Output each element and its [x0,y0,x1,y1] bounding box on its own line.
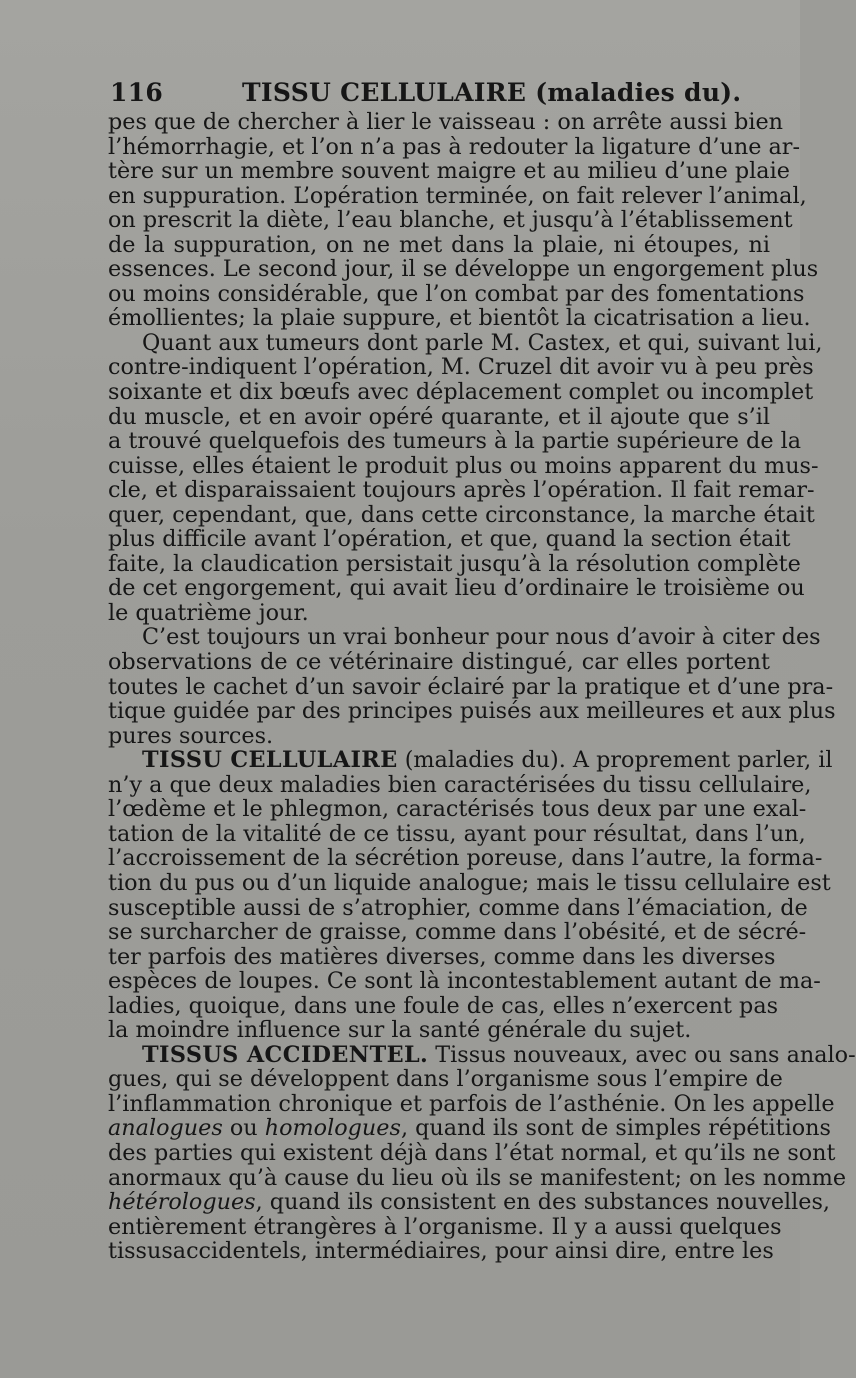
line-text: Quant aux tumeurs dont parle M. Castex, et qui, suivant lui, [142,329,823,356]
text-line [108,1139,836,1166]
line-text: des parties qui existent déjà dans l’état normal, et qu’ils ne sont [108,1139,836,1166]
line-text: tion du pus ou d’un liquide analogue; mais le tissu cellulaire est [108,869,831,896]
line-text: anormaux qu’à cause du lieu où ils se manifestent; on les nomme [108,1164,847,1191]
running-title: TISSU CELLULAIRE (maladies du). [242,78,742,107]
italic-term: analogues [108,1115,223,1142]
line-text: tique guidée par des principes puisés aux meilleures et aux plus [108,698,836,725]
text-line [108,526,791,553]
line-text: contre-indiquent l’opération, M. Cruzel dit avoir vu à peu près [108,354,814,381]
line-text: ter parfois des matières diverses, comme dans les diverses [108,943,776,970]
line-text: susceptible aussi de s’atrophier, comme dans l’émaciation, de [108,894,808,921]
text-line [108,796,807,823]
text-line [108,845,823,872]
line-text: le quatrième jour. [108,599,309,626]
text-line [108,575,805,602]
text-line [108,550,801,577]
line-text: toutes le cachet d’un savoir éclairé par la pratique et d’une pra- [108,673,834,700]
text-line [108,305,811,332]
text-line [108,354,814,381]
line-text: l’inflammation chronique et parfois de l’asthénie. On les appelle [108,1090,835,1117]
text-line [108,405,770,430]
text-line [108,650,770,675]
text-line [108,1041,856,1068]
text-line [108,379,814,406]
text-line [108,673,834,700]
line-text: ou moins considérable, que l’on combat par des fomentations [108,280,805,307]
text-line [108,624,821,651]
line-text: essences. Le second jour, il se développe un engorgement plus [108,256,819,283]
text-line [108,501,815,528]
text-line [108,256,819,283]
line-text: pures sources. [108,722,274,749]
text-line [108,428,802,455]
body-text [108,109,856,1265]
text-line [108,1090,835,1117]
text-line [108,477,815,504]
line-text: (maladies du). A proprement parler, il [397,747,833,774]
text-line [108,747,833,774]
line-text: du muscle, et en avoir opéré quarante, et il ajoute que s’il [108,403,770,430]
line-text: cuisse, elles étaient le produit plus ou moins apparent du mus- [108,452,819,479]
text-line [108,1238,774,1265]
text-line [108,133,800,160]
text-line [108,771,812,798]
line-text: observations de ce vétérinaire distingué, car elles portent [108,649,770,676]
page-number: 116 [110,78,164,107]
text-line [108,992,779,1019]
text-line [108,943,776,970]
line-text: entièrement étrangères à l’organisme. Il y a aussi quelques [108,1213,782,1240]
text-line [108,207,793,234]
entry-heading: TISSUS ACCIDENTEL. [142,1041,429,1068]
line-text: faite, la claudication persistait jusqu’à la résolution complète [108,550,801,577]
text-line [108,233,770,258]
text-line [108,1213,782,1240]
line-text: a trouvé quelquefois des tumeurs à la partie supérieure de la [108,428,802,455]
text-line [108,109,784,135]
line-text: cle, et disparaissaient toujours après l’opération. Il fait remar- [108,477,815,504]
line-text: n’y a que deux maladies bien caractérisées du tissu cellulaire, [108,771,812,798]
text-line [108,1164,847,1191]
line-text: l’hémorrhagie, et l’on n’a pas à redouter la ligature d’une ar- [108,133,800,160]
line-text: espèces de loupes. Ce sont là incontestablement autant de ma- [108,968,821,995]
text-line [108,968,821,995]
line-text: tissusaccidentels, intermédiaires, pour ainsi dire, entre les [108,1238,774,1265]
line-text: se surcharcher de graisse, comme dans l’obésité, et de sécré- [108,919,807,946]
text-line [108,158,790,185]
line-text: l’accroissement de la sécrétion poreuse, dans l’autre, la forma- [108,845,823,872]
line-text: tation de la vitalité de ce tissu, ayant pour résultat, dans l’un, [108,820,806,847]
line-text: quer, cependant, que, dans cette circonstance, la marche était [108,501,815,528]
text-line [108,1018,770,1043]
line-text: ou [222,1115,265,1142]
text-line [108,452,819,479]
line-text: ladies, quoique, dans une foule de cas, elles n’exercent pas [108,992,779,1019]
text-line [108,601,770,626]
text-line [108,894,808,921]
text-line [108,280,805,307]
line-text: plus difficile avant l’opération, et que, quand la section était [108,526,791,553]
text-line [108,1115,831,1142]
text-line [108,698,836,725]
line-text: la moindre influence sur la santé générale du sujet. [108,1017,692,1044]
line-text: émollientes; la plaie suppure, et bientôt la cicatrisation a lieu. [108,305,811,332]
line-text: C’est toujours un vrai bonheur pour nous d’avoir à citer des [142,624,821,651]
line-text: gues, qui se développent dans l’organisme sous l’empire de [108,1066,783,1093]
text-line [108,1066,783,1093]
line-text: Tissus nouveaux, avec ou sans analo- [428,1041,856,1068]
line-text: pes que de chercher à lier le vaisseau : on arrête aussi bien [108,109,784,135]
line-text: tère sur un membre souvent maigre et au milieu d’une plaie [108,158,790,185]
line-text: , quand ils consistent en des substances nouvelles, [255,1189,830,1216]
text-line [108,329,823,356]
line-text: , quand ils sont de simples répétitions [400,1115,831,1142]
text-line [108,820,806,847]
text-line [108,1189,830,1216]
line-text: de la suppuration, on ne met dans la plaie, ni étoupes, ni [108,231,770,258]
line-text: l’œdème et le phlegmon, caractérisés tous deux par une exal- [108,796,807,823]
text-line [108,724,770,749]
italic-term: hétérologues [108,1189,256,1216]
line-text: soixante et dix bœufs avec déplacement complet ou incomplet [108,379,814,406]
line-text: on prescrit la diète, l’eau blanche, et jusqu’à l’établissement [108,207,793,234]
entry-heading: TISSU CELLULAIRE [142,747,398,774]
italic-term: homologues [264,1115,401,1142]
line-text: de cet engorgement, qui avait lieu d’ordinaire le troisième ou [108,575,805,602]
line-text: en suppuration. L’opération terminée, on fait relever l’animal, [108,182,807,209]
text-line [108,182,807,209]
text-line [108,919,807,946]
text-line [108,869,831,896]
